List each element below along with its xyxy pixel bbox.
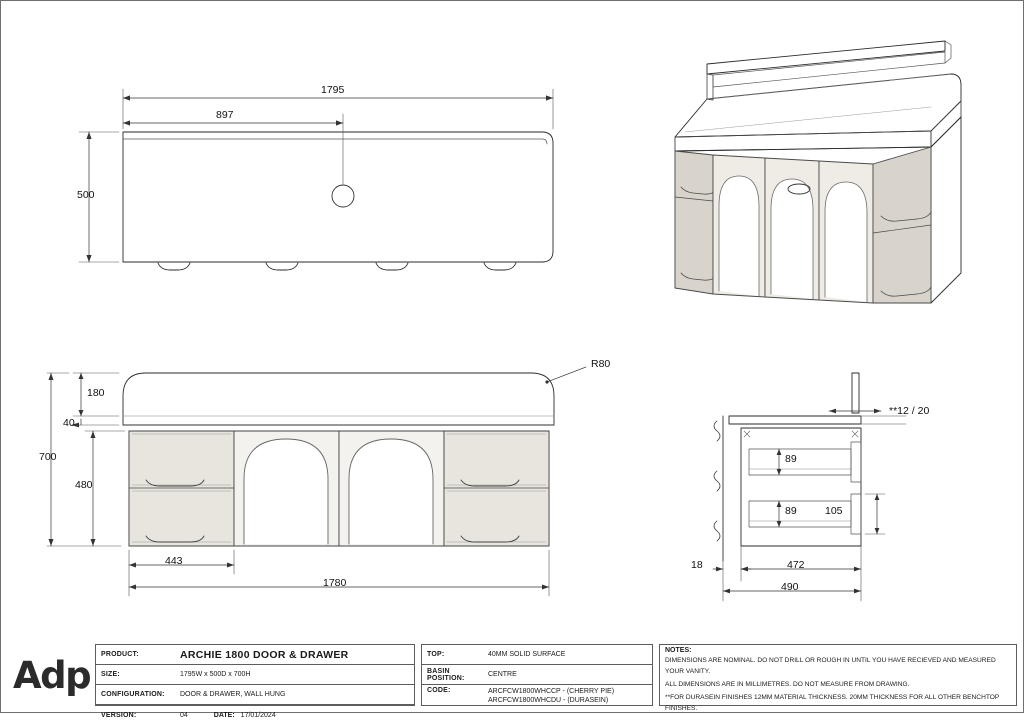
table-row [422,665,652,685]
dim-front-443: 443 [165,555,183,567]
dim-side-thickness: **12 / 20 [889,405,930,417]
table-row [96,645,414,665]
dim-front-480: 480 [75,479,93,491]
basin-position-label: BASIN POSITION: [427,667,465,682]
note-3: **FOR DURASEIN FINISHES 12MM MATERIAL THICKNESS. 20MM THICKNESS FOR ALL OTHER BENCHTOP FINISHES. [665,693,1000,712]
dim-front-180: 180 [87,387,105,399]
date-label: DATE: [213,711,235,719]
code-value-1: ARCFCW1800WHCCP - (CHERRY PIE) [488,688,615,695]
dim-side-105: 105 [825,505,843,517]
logo-text: Adp [13,653,91,697]
dim-front-1780: 1780 [323,577,347,589]
top-value: 40MM SOLID SURFACE [488,651,566,658]
spec-table [421,644,653,706]
dim-top-basin-centre: 897 [216,109,234,121]
dim-side-472: 472 [787,559,805,571]
dim-front-40: 40 [63,417,75,429]
top-view [79,89,553,270]
date-value: 17/01/2024 [240,711,276,719]
dim-top-width: 1795 [321,84,345,96]
technical-drawing [1,1,1024,714]
title-block [9,644,1017,719]
table-row [96,665,414,685]
code-label: CODE: [427,687,451,694]
dim-side-89-upper: 89 [785,453,797,465]
dim-side-18: 18 [691,559,703,571]
configuration-label: CONFIGURATION: [101,691,165,698]
dim-front-700: 700 [39,451,57,463]
table-row [96,705,414,725]
brand-logo [9,644,95,706]
product-info-table [95,644,415,719]
product-value: ARCHIE 1800 DOOR & DRAWER [180,648,349,661]
version-label: VERSION: [101,711,137,719]
table-row [96,685,414,705]
table-row [422,645,652,665]
front-elevation [47,367,586,596]
isometric-view [675,41,961,303]
table-row [422,685,652,707]
basin-position-value: CENTRE [488,671,517,678]
size-label: SIZE: [101,671,120,678]
note-2: ALL DIMENSIONS ARE IN MILLIMETRES. DO NOT MEASURE FROM DRAWING. [665,680,910,688]
notes-label: NOTES: [665,647,692,654]
version-value: 04 [180,711,188,719]
note-1: DIMENSIONS ARE NOMINAL. DO NOT DRILL OR ROUGH IN UNTIL YOU HAVE RECIEVED AND MEASURED YOUR VANITY. [665,657,996,675]
dim-side-89-lower: 89 [785,505,797,517]
product-label: PRODUCT: [101,651,139,658]
dim-side-490: 490 [781,581,799,593]
dim-top-depth: 500 [77,189,95,201]
side-section [713,373,906,601]
size-value: 1795W x 500D x 700H [180,671,251,678]
top-label: TOP: [427,651,445,658]
code-value-2: ARCFCW1800WHCDU - (DURASEIN) [488,697,609,705]
dim-front-radius: R80 [591,358,611,370]
notes-panel [659,644,1017,712]
configuration-value: DOOR & DRAWER, WALL HUNG [180,691,286,698]
